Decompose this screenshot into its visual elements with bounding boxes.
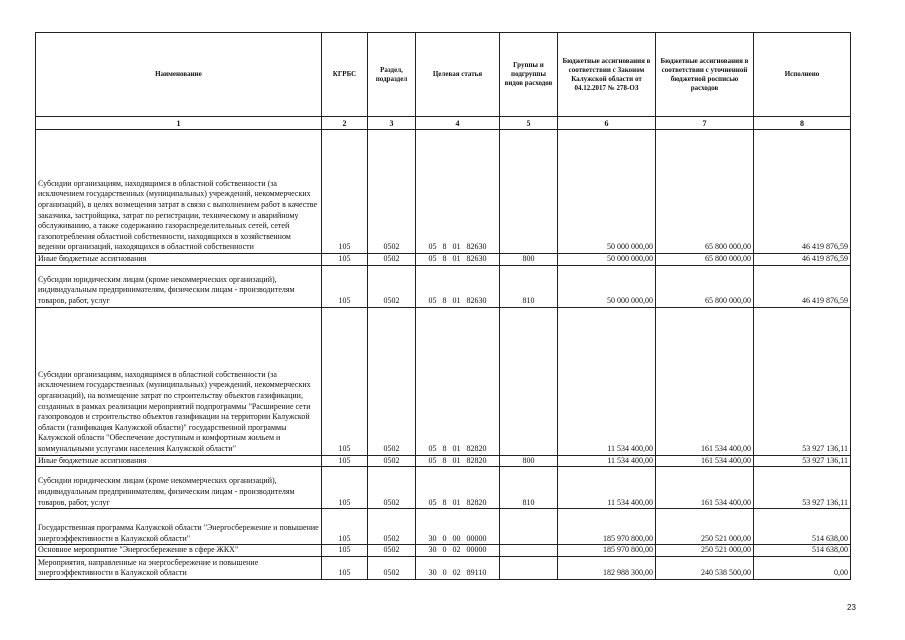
row-executed: 514 638,00 [754, 545, 851, 557]
column-number: 3 [368, 117, 416, 130]
row-executed: 46 419 876,59 [754, 265, 851, 307]
column-number: 8 [754, 117, 851, 130]
row-name: Субсидии юридическим лицам (кроме некоммерческих организаций), индивидуальным предпринимателям, физическим лицам - производителям товаров, работ, услуг [36, 467, 322, 509]
target-article-segment: 30 [428, 545, 437, 555]
target-article-segment: 0 [442, 568, 447, 578]
table-row [36, 455, 851, 467]
row-target-article [416, 254, 500, 266]
row-name: Субсидии организациям, находящимся в областной собственности (за исключением государственных (муниципальных) учреждений, некоммерческих организаций), в целях возмещения затрат в связи с выполнением работ в качестве заказчика, застройщика, затрат по регистрации, техническому и аварийному обслуживанию, а также содержанию газораспределительных сетей, сетей газопотребления областной собственности, находящихся в хозяйственном ведении организаций, находящихся в областной собственности [36, 130, 322, 254]
row-executed: 53 927 136,11 [754, 455, 851, 467]
page-number: 23 [847, 603, 856, 612]
row-kgrbs: 105 [322, 556, 368, 579]
row-expense-group [500, 545, 558, 557]
row-target-article [416, 307, 500, 455]
row-target-article [416, 467, 500, 509]
row-target-article [416, 130, 500, 254]
row-name: Субсидии юридическим лицам (кроме некоммерческих организаций), индивидуальным предпринимателям, физическим лицам - производителям товаров, работ, услуг [36, 265, 322, 307]
row-expense-group: 800 [500, 254, 558, 266]
target-article-segment: 0 [442, 533, 447, 543]
row-expense-group [500, 307, 558, 455]
row-refined-allocation: 161 534 400,00 [656, 307, 754, 455]
row-section: 0502 [368, 455, 416, 467]
header-refined-allocations: Бюджетные ассигнования в соответствии с уточненной бюджетной росписью расходов [656, 33, 754, 117]
row-kgrbs: 105 [322, 254, 368, 266]
target-article-segment: 89110 [466, 568, 487, 578]
row-executed: 46 419 876,59 [754, 254, 851, 266]
header-target-article: Целевая статья [416, 33, 500, 117]
row-refined-allocation: 65 800 000,00 [656, 265, 754, 307]
row-law-allocation: 185 970 800,00 [558, 509, 656, 545]
target-article-segment: 00 [452, 533, 461, 543]
row-section: 0502 [368, 467, 416, 509]
row-section: 0502 [368, 556, 416, 579]
row-target-article [416, 265, 500, 307]
table-row [36, 509, 851, 545]
table-row [36, 556, 851, 579]
row-target-article [416, 556, 500, 579]
target-article-segment: 0 [442, 545, 447, 555]
row-kgrbs: 105 [322, 455, 368, 467]
row-kgrbs: 105 [322, 130, 368, 254]
row-refined-allocation: 65 800 000,00 [656, 130, 754, 254]
table-row [36, 307, 851, 455]
header-kgrbs: КГРБС [322, 33, 368, 117]
target-article-segment: 82630 [466, 242, 487, 252]
table-row [36, 545, 851, 557]
table-row [36, 467, 851, 509]
row-executed: 514 638,00 [754, 509, 851, 545]
row-law-allocation: 50 000 000,00 [558, 254, 656, 266]
row-law-allocation: 50 000 000,00 [558, 265, 656, 307]
row-section: 0502 [368, 307, 416, 455]
row-target-article [416, 509, 500, 545]
row-refined-allocation: 250 521 000,00 [656, 545, 754, 557]
target-article-segment: 01 [452, 497, 461, 507]
column-number: 2 [322, 117, 368, 130]
row-law-allocation: 185 970 800,00 [558, 545, 656, 557]
row-executed: 46 419 876,59 [754, 130, 851, 254]
row-law-allocation: 11 534 400,00 [558, 467, 656, 509]
row-name: Иные бюджетные ассигнования [36, 254, 322, 266]
target-article-segment: 05 [428, 444, 437, 453]
row-target-article [416, 455, 500, 467]
row-law-allocation: 11 534 400,00 [558, 307, 656, 455]
target-article-segment: 05 [428, 242, 437, 252]
column-number-row [36, 117, 851, 130]
row-law-allocation: 50 000 000,00 [558, 130, 656, 254]
target-article-segment: 02 [452, 545, 461, 555]
target-article-segment: 05 [428, 455, 437, 465]
target-article-segment: 01 [452, 296, 461, 305]
row-expense-group [500, 130, 558, 254]
target-article-segment: 05 [428, 296, 437, 305]
target-article-segment: 30 [428, 568, 437, 578]
target-article-segment: 8 [442, 455, 447, 465]
target-article-segment: 8 [442, 242, 447, 252]
row-expense-group: 800 [500, 455, 558, 467]
row-name: Субсидии организациям, находящимся в областной собственности (за исключением государственных (муниципальных) учреждений, некоммерческих организаций), на возмещение затрат по строительству объектов газификации, созданных в рамках реализации мероприятий подпрограммы "Расширение сети газопроводов и строительство объектов газификации на территории Калужской области (газификация Калужской области)" государственной программы Калужской области "Обеспечение доступным и комфортным жильем и коммунальными услугами населения Калужской области" [36, 307, 322, 455]
row-target-article [416, 545, 500, 557]
target-article-segment: 01 [452, 444, 461, 453]
column-number: 6 [558, 117, 656, 130]
row-law-allocation: 182 988 300,00 [558, 556, 656, 579]
row-kgrbs: 105 [322, 265, 368, 307]
row-section: 0502 [368, 545, 416, 557]
row-kgrbs: 105 [322, 307, 368, 455]
table-row [36, 130, 851, 254]
column-number: 5 [500, 117, 558, 130]
row-name: Государственная программа Калужской области "Энергосбережение и повышение энергоэффективности в Калужской области" [36, 509, 322, 545]
target-article-segment: 8 [442, 254, 447, 263]
row-refined-allocation: 240 538 500,00 [656, 556, 754, 579]
row-name: Мероприятия, направленные на энергосбережение и повышение энергоэффективности в Калужской области [36, 556, 322, 579]
target-article-segment: 30 [428, 533, 437, 543]
row-law-allocation: 11 534 400,00 [558, 455, 656, 467]
target-article-segment: 82630 [466, 296, 487, 305]
target-article-segment: 01 [452, 242, 461, 252]
target-article-segment: 8 [442, 444, 447, 453]
budget-table [35, 32, 851, 580]
target-article-segment: 01 [452, 254, 461, 263]
target-article-segment: 00000 [466, 533, 487, 543]
target-article-segment: 01 [452, 455, 461, 465]
target-article-segment: 00000 [466, 545, 487, 555]
row-expense-group: 810 [500, 265, 558, 307]
header-expense-group: Группы и подгруппы видов расходов [500, 33, 558, 117]
row-refined-allocation: 161 534 400,00 [656, 467, 754, 509]
row-refined-allocation: 65 800 000,00 [656, 254, 754, 266]
row-name: Основное мероприятие "Энергосбережение в сфере ЖКХ" [36, 545, 322, 557]
row-expense-group: 810 [500, 467, 558, 509]
row-refined-allocation: 161 534 400,00 [656, 455, 754, 467]
row-expense-group [500, 556, 558, 579]
table-row [36, 265, 851, 307]
header-row [36, 33, 851, 117]
row-section: 0502 [368, 130, 416, 254]
column-number: 1 [36, 117, 322, 130]
target-article-segment: 82820 [466, 497, 487, 507]
target-article-segment: 82630 [466, 254, 487, 263]
column-number: 7 [656, 117, 754, 130]
row-kgrbs: 105 [322, 467, 368, 509]
header-section: Раздел, подраздел [368, 33, 416, 117]
target-article-segment: 82820 [466, 444, 487, 453]
row-executed: 53 927 136,11 [754, 307, 851, 455]
row-executed: 0,00 [754, 556, 851, 579]
target-article-segment: 05 [428, 254, 437, 263]
row-name: Иные бюджетные ассигнования [36, 455, 322, 467]
row-section: 0502 [368, 509, 416, 545]
row-section: 0502 [368, 265, 416, 307]
row-kgrbs: 105 [322, 545, 368, 557]
header-executed: Исполнено [754, 33, 851, 117]
table-row [36, 254, 851, 266]
row-refined-allocation: 250 521 000,00 [656, 509, 754, 545]
row-kgrbs: 105 [322, 509, 368, 545]
column-number: 4 [416, 117, 500, 130]
target-article-segment: 05 [428, 497, 437, 507]
target-article-segment: 8 [442, 497, 447, 507]
row-section: 0502 [368, 254, 416, 266]
target-article-segment: 82820 [466, 455, 487, 465]
target-article-segment: 02 [452, 568, 461, 578]
target-article-segment: 8 [442, 296, 447, 305]
row-expense-group [500, 509, 558, 545]
header-name: Наименование [36, 33, 322, 117]
row-executed: 53 927 136,11 [754, 467, 851, 509]
header-law-allocations: Бюджетные ассигнования в соответствии с Законом Калужской области от 04.12.2017 № 278-ОЗ [558, 33, 656, 117]
